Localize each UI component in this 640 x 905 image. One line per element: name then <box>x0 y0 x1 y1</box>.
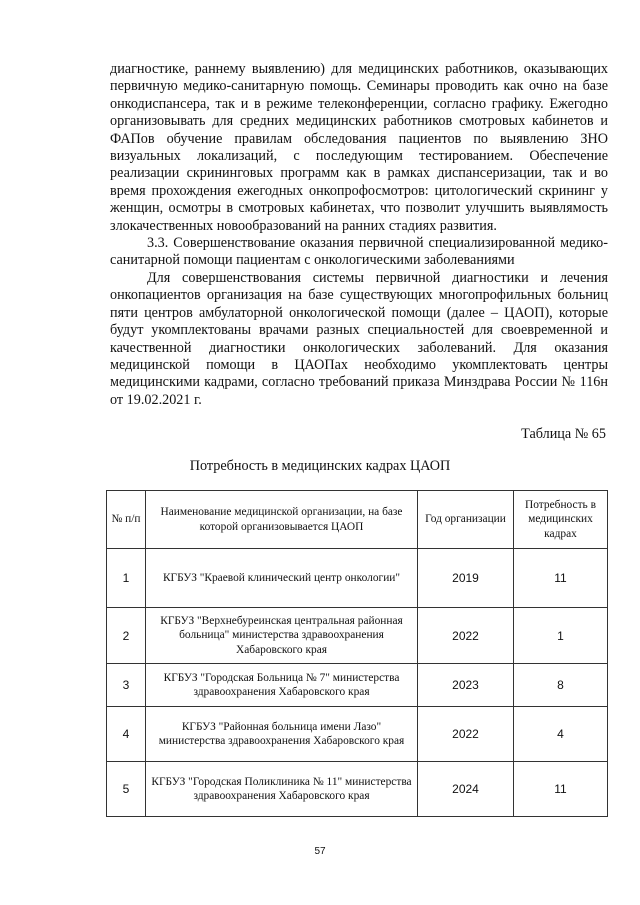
row-need: 4 <box>514 707 608 762</box>
row-name: КГБУЗ "Краевой клинический центр онкологии" <box>146 549 418 608</box>
row-year: 2019 <box>418 549 514 608</box>
row-need: 1 <box>514 608 608 664</box>
row-num: 4 <box>107 707 146 762</box>
table-row <box>107 549 608 608</box>
page-number: 57 <box>314 846 326 857</box>
row-num: 1 <box>107 549 146 608</box>
header-num: № п/п <box>107 491 146 549</box>
row-year: 2024 <box>418 762 514 817</box>
row-need: 8 <box>514 664 608 707</box>
table-header-row <box>107 491 608 549</box>
table-number: Таблица № 65 <box>521 426 606 442</box>
table-row <box>107 608 608 664</box>
table-title: Потребность в медицинских кадрах ЦАОП <box>189 458 451 474</box>
staffing-table <box>106 490 608 817</box>
row-name: КГБУЗ "Районная больница имени Лазо" министерства здравоохранения Хабаровского края <box>146 707 418 762</box>
header-name: Наименование медицинской организации, на базе которой организовывается ЦАОП <box>146 491 418 549</box>
row-year: 2023 <box>418 664 514 707</box>
row-num: 3 <box>107 664 146 707</box>
row-num: 2 <box>107 608 146 664</box>
paragraph-training: диагностике, раннему выявлению) для медицинских работников, оказывающих первичную медико-санитарную помощь. Семинары проводить как очно на базе онкодиспансера, так и в режиме телеконференции, согласно графику. Ежегодно организовывать для средних медицинских работников смотровых кабинетов и ФАПов обучение правилам обследования пациентов по выявлению ЗНО визуальных локализаций, с последующим тестированием. Обеспечение реализации скрининговых программ как в рамках диспансеризации, так и во время прохождения ежегодных онкопрофосмотров: цитологический скрининг у женщин, осмотры в смотровых кабинетах, что позволит улучшить выявлямость злокачественных новообразований на ранних стадиях развития. <box>110 61 608 234</box>
table-row <box>107 664 608 707</box>
table-row <box>107 707 608 762</box>
row-name: КГБУЗ "Верхнебуреинская центральная районная больница" министерства здравоохранения Хабаровского края <box>146 608 418 664</box>
section-heading-3-3: 3.3. Совершенствование оказания первичной специализированной медико-санитарной помощи пациентам с онкологическими заболеваниями <box>110 235 608 269</box>
header-need: Потребность в медицинских кадрах <box>514 491 608 549</box>
header-year: Год организации <box>418 491 514 549</box>
row-name: КГБУЗ "Городская Поликлиника № 11" министерства здравоохранения Хабаровского края <box>146 762 418 817</box>
table-row <box>107 762 608 817</box>
row-name: КГБУЗ "Городская Больница № 7" министерства здравоохранения Хабаровского края <box>146 664 418 707</box>
row-year: 2022 <box>418 608 514 664</box>
row-num: 5 <box>107 762 146 817</box>
paragraph-caop: Для совершенствования системы первичной диагностики и лечения онкопациентов организация на базе существующих многопрофильных больниц пяти центров амбулаторной онкологической помощи (далее – ЦАОП), которые будут укомплектованы врачами разных специальностей для своевременной и качественной диагностики онкологических заболеваний. Для оказания медицинской помощи в ЦАОПах необходимо укомплектовать центры медицинскими кадрами, согласно требований приказа Минздрава России № 116н от 19.02.2021 г. <box>110 269 608 408</box>
row-need: 11 <box>514 762 608 817</box>
row-need: 11 <box>514 549 608 608</box>
body-text <box>110 61 608 409</box>
row-year: 2022 <box>418 707 514 762</box>
